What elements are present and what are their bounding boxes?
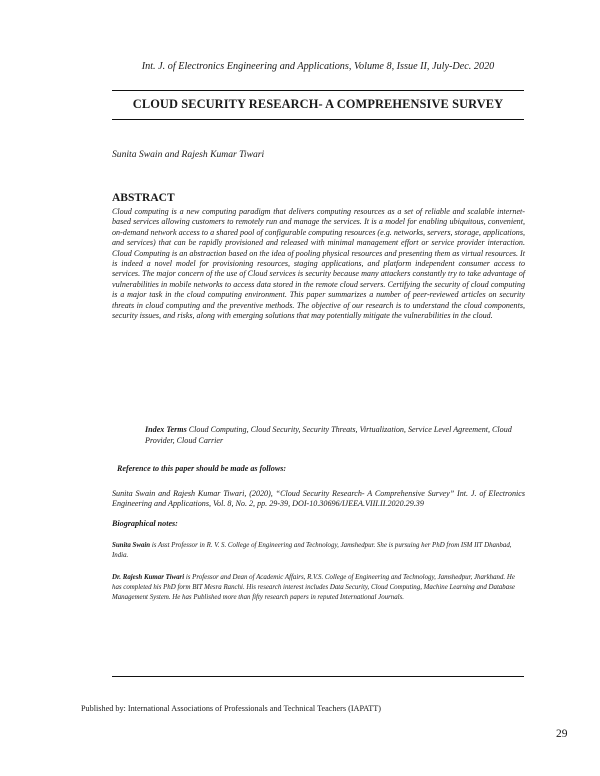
- reference-heading: Reference to this paper should be made as follows:: [117, 464, 287, 473]
- bio-author-2: [112, 573, 525, 603]
- journal-header: Int. J. of Electronics Engineering and Applications, Volume 8, Issue II, July-Dec. 2020: [141, 61, 495, 72]
- bio-heading: Biographical notes:: [112, 519, 178, 528]
- footer-rule: [112, 676, 524, 677]
- bio-author-1-name: Sunita Swain: [112, 542, 151, 549]
- header-rule: [112, 90, 524, 91]
- index-terms-text: Cloud Computing, Cloud Security, Security Threats, Virtualization, Service Level Agreement, Cloud Provider, Cloud Carrier: [145, 425, 512, 445]
- bio-author-2-name: Dr. Rajesh Kumar Tiwari: [112, 574, 185, 581]
- index-terms: [145, 425, 515, 446]
- title-rule: [112, 119, 524, 120]
- bio-author-1-text: is Asst Professor in R. V. S. College of Engineering and Technology, Jamshedpur. She is pursuing her PhD from ISM IIT Dhanbad, India.: [112, 542, 512, 559]
- index-terms-label: Index Terms: [145, 425, 187, 434]
- page-number: 29: [556, 728, 568, 740]
- abstract-heading: ABSTRACT: [112, 192, 175, 204]
- publisher-line: Published by: International Associations of Professionals and Technical Teachers (IAPATT): [81, 704, 381, 713]
- bio-author-2-text: is Professor and Dean of Academic Affairs, R.V.S. College of Engineering and Technology, Jamshedpur, Jharkhand. He has completed his PhD form BIT Mesra Ranchi. His research interest includes Data Security, Cloud Computing, Machine Learning and Database Management System. He has Published more than fifty research papers in reputed International Journals.: [112, 574, 515, 601]
- abstract-body: Cloud computing is a new computing paradigm that delivers computing resources as a set of reliable and scalable internet-based services allowing customers to remotely run and manage the services. It is a model for enabling ubiquitous, convenient, on-demand network access to a shared pool of configurable computing resources (e.g. networks, servers, storage, applications, and services) that can be rapidly provisioned and released with minimal management effort or service provider interaction. Cloud Computing is an abstraction based on the idea of pooling physical resources and presenting them as virtual resources. It is indeed a novel model for provisioning resources, staging applications, and platform independent consumer access to services. The major concern of the use of Cloud services is security because many attackers constantly try to take advantage of vulnerabilities in mobile networks to access data stored in the remote cloud servers. Certifying the security of cloud computing is a major task in the cloud computing environment. This paper summarizes a number of peer-reviewed articles on security threats in cloud computing and the preventive methods. The objective of our research is to understand the cloud components, security issues, and risks, along with emerging solutions that may potentially mitigate the vulnerabilities in the cloud.: [112, 207, 525, 321]
- bio-author-1: [112, 541, 525, 561]
- paper-authors: Sunita Swain and Rajesh Kumar Tiwari: [112, 149, 265, 160]
- reference-citation: Sunita Swain and Rajesh Kumar Tiwari, (2020), “Cloud Security Research- A Comprehensive Survey” Int. J. of Electronics Engineering and Applications, Vol. 8, No. 2, pp. 29-39, DOI-10.30696/IJEEA.VIII.II.2020.29.39: [112, 489, 525, 509]
- paper-title: CLOUD SECURITY RESEARCH- A COMPREHENSIVE SURVEY: [132, 97, 504, 111]
